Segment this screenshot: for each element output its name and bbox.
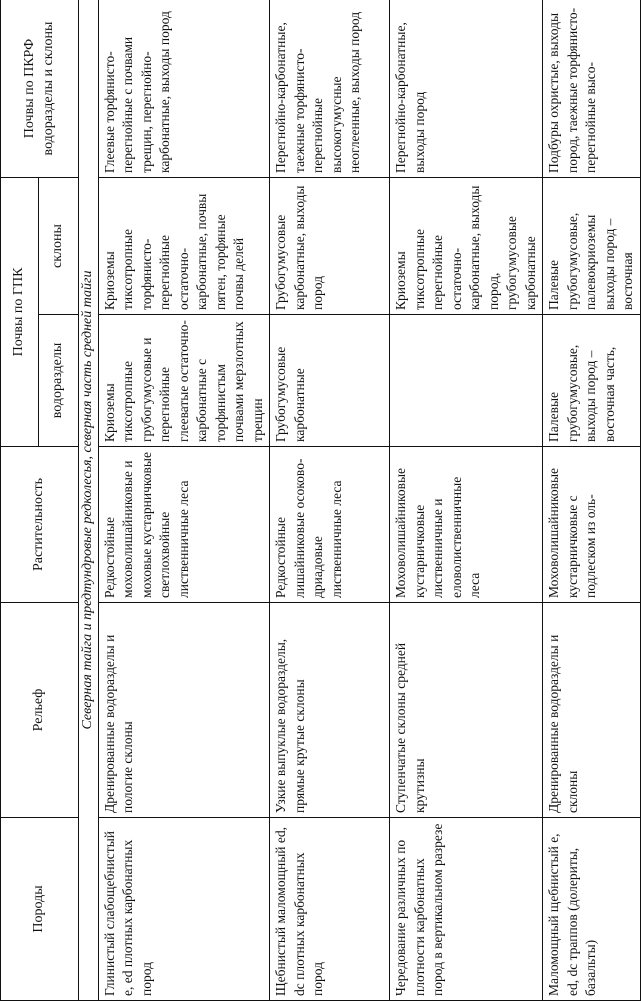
cell-slopes: Палевые грубогумусовые, палевокриоземы выходы пород – восточная (543, 178, 641, 315)
header-relief: Рельеф (1, 603, 79, 818)
cell-watersheds: Палевые грубогумусовые, выходы пород – восточная часть, (543, 315, 641, 447)
cell-slopes: Грубогумусовые карбонатные, выходы пород (270, 178, 390, 315)
header-watersheds: водоразделы (39, 315, 79, 447)
cell-vegetation: Редкостойные лишайниковые осоково-дриадовые лиственничные леса (270, 447, 390, 603)
cell-relief: Узкие выпуклые водоразделы, прямые крутые склоны (270, 603, 390, 818)
table-row (390, 0, 543, 1001)
cell-vegetation: Редкостойные моховолишайниковые и моховые кустарничковые светлохвойные лиственничные леса (98, 447, 270, 603)
cell-relief: Дренированные водоразделы и пологие склоны (98, 603, 270, 818)
table-row (270, 0, 390, 1001)
cell-pkrf: Подбуры охристые, выходы пород, таежные торфянисто-перегнойные высо- (543, 0, 641, 178)
cell-pkrf: Глеевые торфянисто-перегнойные с почвами трещин, перегнойно-карбонатные, выходы пород (98, 0, 270, 178)
header-gpk: Почвы по ГПК (1, 178, 39, 447)
cell-rocks: Чередование различных по плотности карбонатных пород в вертикальном разрезе (390, 818, 543, 1001)
cell-relief: Дренированные водоразделы и склоны (543, 603, 641, 818)
cell-watersheds: Криоземы тиксотропные грубогумусовые и перегнойные глееватые остаточно-карбонатные с торфянистым почвами мерзлотных трещин (98, 315, 270, 447)
cell-slopes: Криоземы тиксотропные торфянисто-перегнойные остаточно-карбонатные, почвы пятен, торфяные почвы делей (98, 178, 270, 315)
cell-rocks: Щебнистый маломощный ed, dc плотных карбонатных пород (270, 818, 390, 1001)
table-row (98, 0, 270, 1001)
cell-vegetation: Моховолишайниковые кустарничковые лиственничные и еловолиственничные леса (390, 447, 543, 603)
cell-relief: Ступенчатые склоны средней крутизны (390, 603, 543, 818)
header-pkrf: Почвы по ПКРФ водоразделы и склоны (1, 0, 79, 178)
cell-rocks: Глинистый слабощебнистый e, ed плотных карбонатных пород (98, 818, 270, 1001)
cell-slopes: Криоземы тиксотропные перегнойные остаточно-карбонатные, выходы пород, грубогумусовые карбонатные (390, 178, 543, 315)
cell-vegetation: Моховолишайниковые кустарничковые с подлеском из оль- (543, 447, 641, 603)
table-row (543, 0, 641, 1001)
cell-rocks: Маломощный щебнистый e, ed, dc траппов (долериты, базальты) (543, 818, 641, 1001)
header-slopes: склоны (39, 178, 79, 315)
header-rocks: Породы (1, 818, 79, 1001)
cell-watersheds (390, 315, 543, 447)
section-title: Северная тайга и предтундровые редколесья, северная часть средней тайги (79, 0, 99, 1001)
header-vegetation: Растительность (1, 447, 79, 603)
cell-watersheds: Грубогумусовые карбонатные (270, 315, 390, 447)
cell-pkrf: Перегнойно-карбонатные, выходы пород (390, 0, 543, 178)
cell-pkrf: Перегнойно-карбонатные, таежные торфянисто-перегнойные высокогумусные неоглеенные, выходы пород (270, 0, 390, 178)
